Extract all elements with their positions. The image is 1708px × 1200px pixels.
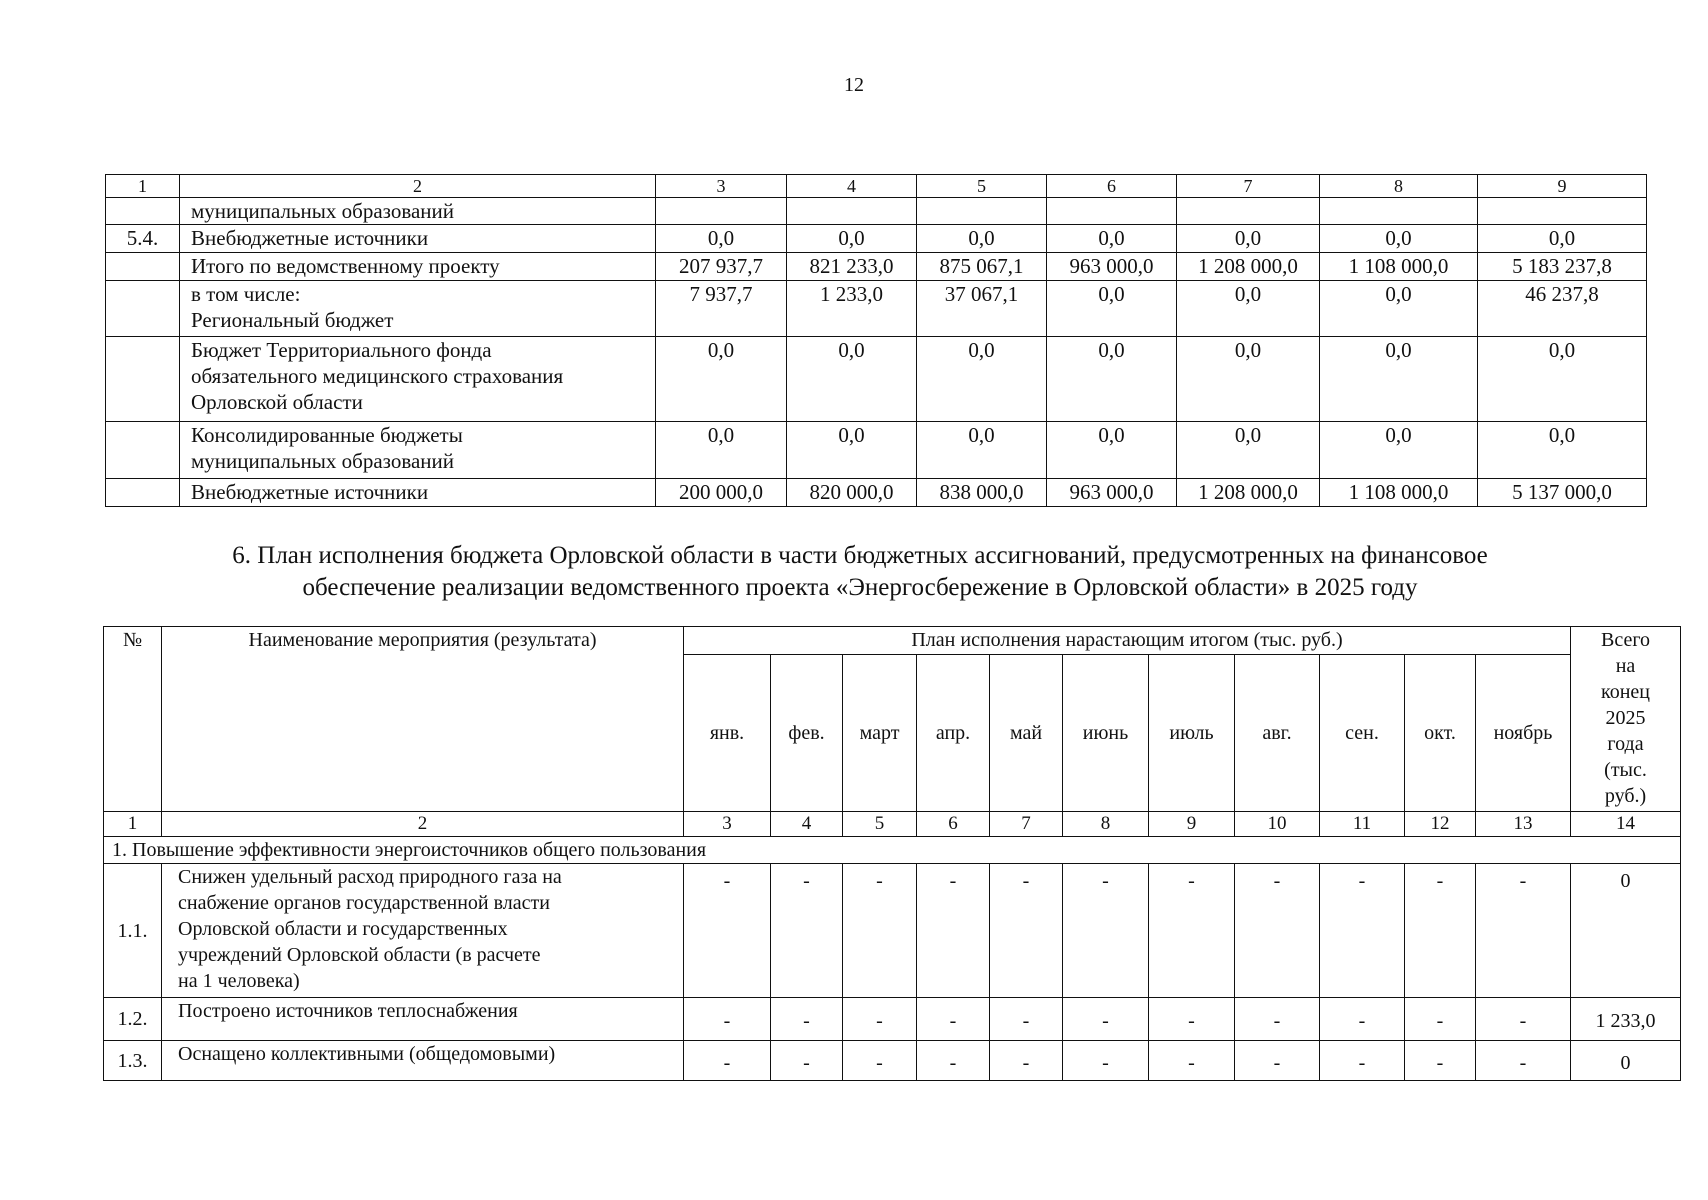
cell-value xyxy=(656,198,787,225)
column-number: 3 xyxy=(656,175,787,198)
cell-value: 1 208 000,0 xyxy=(1177,479,1320,507)
table-row xyxy=(106,225,1647,253)
row-name: Консолидированные бюджеты муниципальных образований xyxy=(180,422,656,479)
column-number: 6 xyxy=(917,812,990,837)
column-number: 6 xyxy=(1047,175,1177,198)
cell-value: 1 108 000,0 xyxy=(1320,253,1478,281)
cell-value: - xyxy=(1405,864,1476,998)
column-number: 2 xyxy=(162,812,684,837)
cell-value: - xyxy=(1235,1041,1320,1081)
cell-value: 0,0 xyxy=(787,422,917,479)
table-row xyxy=(104,864,1681,998)
cell-value: 5 137 000,0 xyxy=(1478,479,1647,507)
month-header: авг. xyxy=(1235,655,1320,812)
table-header-row xyxy=(106,175,1647,198)
cell-value: 838 000,0 xyxy=(917,479,1047,507)
cell-value: 207 937,7 xyxy=(656,253,787,281)
cell-value: - xyxy=(684,998,771,1041)
column-number: 8 xyxy=(1063,812,1149,837)
column-number: 9 xyxy=(1478,175,1647,198)
cell-value: - xyxy=(1063,864,1149,998)
section-title: 1. Повышение эффективности энергоисточников общего пользования xyxy=(104,837,1681,864)
total-value: 0 xyxy=(1571,864,1681,998)
cell-value: - xyxy=(771,864,843,998)
cell-value: - xyxy=(1405,1041,1476,1081)
cell-value: 0,0 xyxy=(1047,225,1177,253)
column-number: 7 xyxy=(1177,175,1320,198)
cell-value: 1 208 000,0 xyxy=(1177,253,1320,281)
section-heading-line-2: обеспечение реализации ведомственного проекта «Энергосбережение в Орловской области» в 2025 году xyxy=(302,574,1418,601)
section-heading xyxy=(90,540,1630,604)
cell-value: 5 183 237,8 xyxy=(1478,253,1647,281)
cell-value: - xyxy=(1149,864,1235,998)
cell-value: - xyxy=(771,998,843,1041)
cell-value: - xyxy=(684,1041,771,1081)
table-row xyxy=(106,337,1647,422)
cell-value xyxy=(917,198,1047,225)
section-heading-line-1: 6. План исполнения бюджета Орловской области в части бюджетных ассигнований, предусмотренных на финансовое xyxy=(232,542,1488,569)
cell-value: 0,0 xyxy=(917,225,1047,253)
cell-value: - xyxy=(1320,1041,1405,1081)
row-number: 1.1. xyxy=(104,864,162,998)
cell-value: - xyxy=(990,1041,1063,1081)
cell-value: 0,0 xyxy=(1047,422,1177,479)
cell-value: 0,0 xyxy=(917,422,1047,479)
column-number: 8 xyxy=(1320,175,1478,198)
cell-value: - xyxy=(843,864,917,998)
column-number: 1 xyxy=(106,175,180,198)
cell-value: - xyxy=(843,1041,917,1081)
table-header-row xyxy=(104,627,1681,655)
cell-value: 0,0 xyxy=(1478,422,1647,479)
month-header: янв. xyxy=(684,655,771,812)
column-number: 2 xyxy=(180,175,656,198)
name-column-header: Наименование мероприятия (результата) xyxy=(162,627,684,812)
row-number xyxy=(106,198,180,225)
row-number xyxy=(106,479,180,507)
total-value: 1 233,0 xyxy=(1571,998,1681,1041)
column-number: 13 xyxy=(1476,812,1571,837)
cell-value: 963 000,0 xyxy=(1047,479,1177,507)
cell-value: - xyxy=(684,864,771,998)
cell-value: 0,0 xyxy=(1478,337,1647,422)
row-name: Снижен удельный расход природного газа на снабжение органов государственной власти Орловской области и государственных учреждений Орловской области (в расчете на 1 человека) xyxy=(162,864,684,998)
column-number: 10 xyxy=(1235,812,1320,837)
row-name: Оснащено коллективными (общедомовыми) xyxy=(162,1041,684,1081)
cell-value: - xyxy=(1476,998,1571,1041)
month-header: ноябрь xyxy=(1476,655,1571,812)
column-number: 4 xyxy=(787,175,917,198)
page-number: 12 xyxy=(844,74,864,96)
row-number xyxy=(106,422,180,479)
cell-value xyxy=(1478,198,1647,225)
cell-value: 0,0 xyxy=(1047,281,1177,337)
cell-value: 200 000,0 xyxy=(656,479,787,507)
cell-value: 1 233,0 xyxy=(787,281,917,337)
cell-value: 0,0 xyxy=(1177,337,1320,422)
column-number: 12 xyxy=(1405,812,1476,837)
column-number: 3 xyxy=(684,812,771,837)
month-header: фев. xyxy=(771,655,843,812)
table-row xyxy=(106,422,1647,479)
cell-value: 963 000,0 xyxy=(1047,253,1177,281)
budget-plan-table xyxy=(103,626,1681,1081)
row-name: муниципальных образований xyxy=(180,198,656,225)
cell-value: 0,0 xyxy=(656,225,787,253)
cell-value: - xyxy=(1063,1041,1149,1081)
cell-value: 0,0 xyxy=(1320,225,1478,253)
cell-value: - xyxy=(917,864,990,998)
cell-value: - xyxy=(1235,864,1320,998)
column-number: 5 xyxy=(843,812,917,837)
cell-value: - xyxy=(843,998,917,1041)
cell-value: - xyxy=(1149,998,1235,1041)
month-header: март xyxy=(843,655,917,812)
row-name: Бюджет Территориального фонда обязательного медицинского страхования Орловской области xyxy=(180,337,656,422)
number-column-header: № xyxy=(104,627,162,812)
cell-value: 0,0 xyxy=(787,225,917,253)
table-row xyxy=(104,1041,1681,1081)
cell-value xyxy=(1320,198,1478,225)
cell-value: 0,0 xyxy=(1320,337,1478,422)
cell-value: 875 067,1 xyxy=(917,253,1047,281)
cell-value: 0,0 xyxy=(1177,422,1320,479)
column-number: 4 xyxy=(771,812,843,837)
cell-value: - xyxy=(1476,1041,1571,1081)
month-header: апр. xyxy=(917,655,990,812)
cell-value: 821 233,0 xyxy=(787,253,917,281)
month-header: май xyxy=(990,655,1063,812)
table-row xyxy=(106,281,1647,337)
cell-value: - xyxy=(990,864,1063,998)
cell-value: 0,0 xyxy=(1320,422,1478,479)
cell-value: 0,0 xyxy=(1177,225,1320,253)
table-row xyxy=(106,479,1647,507)
row-number xyxy=(106,281,180,337)
column-number: 7 xyxy=(990,812,1063,837)
cell-value: 0,0 xyxy=(656,337,787,422)
cell-value: 0,0 xyxy=(1177,281,1320,337)
cell-value: - xyxy=(917,998,990,1041)
section-row xyxy=(104,837,1681,864)
row-name: Внебюджетные источники xyxy=(180,479,656,507)
row-number xyxy=(106,253,180,281)
month-header: окт. xyxy=(1405,655,1476,812)
month-header: июль xyxy=(1149,655,1235,812)
column-number: 5 xyxy=(917,175,1047,198)
cell-value: - xyxy=(1235,998,1320,1041)
cell-value: 7 937,7 xyxy=(656,281,787,337)
cell-value: 1 108 000,0 xyxy=(1320,479,1478,507)
cell-value: - xyxy=(990,998,1063,1041)
column-number: 11 xyxy=(1320,812,1405,837)
cell-value: - xyxy=(1405,998,1476,1041)
column-number: 9 xyxy=(1149,812,1235,837)
row-number xyxy=(106,337,180,422)
cell-value: 0,0 xyxy=(917,337,1047,422)
row-number: 1.3. xyxy=(104,1041,162,1081)
cell-value: - xyxy=(1476,864,1571,998)
cell-value: - xyxy=(1063,998,1149,1041)
month-header: сен. xyxy=(1320,655,1405,812)
cell-value: 0,0 xyxy=(787,337,917,422)
cell-value: - xyxy=(1320,998,1405,1041)
cell-value: 37 067,1 xyxy=(917,281,1047,337)
cell-value: - xyxy=(1320,864,1405,998)
row-number: 1.2. xyxy=(104,998,162,1041)
cell-value: 820 000,0 xyxy=(787,479,917,507)
row-name: в том числе: Региональный бюджет xyxy=(180,281,656,337)
cell-value: 0,0 xyxy=(1047,337,1177,422)
table-row xyxy=(106,253,1647,281)
row-name: Внебюджетные источники xyxy=(180,225,656,253)
plan-column-header: План исполнения нарастающим итогом (тыс. руб.) xyxy=(684,627,1571,655)
column-number: 14 xyxy=(1571,812,1681,837)
cell-value xyxy=(787,198,917,225)
row-name: Построено источников теплоснабжения xyxy=(162,998,684,1041)
cell-value: 0,0 xyxy=(1320,281,1478,337)
total-column-header: Всего на конец 2025 года (тыс. руб.) xyxy=(1571,627,1681,812)
row-name: Итого по ведомственному проекту xyxy=(180,253,656,281)
column-number: 1 xyxy=(104,812,162,837)
table-row xyxy=(104,998,1681,1041)
cell-value xyxy=(1047,198,1177,225)
column-numbers-row xyxy=(104,812,1681,837)
cell-value: - xyxy=(1149,1041,1235,1081)
budget-summary-table xyxy=(105,174,1647,507)
table-row xyxy=(106,198,1647,225)
row-number: 5.4. xyxy=(106,225,180,253)
cell-value: - xyxy=(771,1041,843,1081)
total-value: 0 xyxy=(1571,1041,1681,1081)
cell-value: - xyxy=(917,1041,990,1081)
cell-value: 0,0 xyxy=(656,422,787,479)
month-header: июнь xyxy=(1063,655,1149,812)
cell-value xyxy=(1177,198,1320,225)
cell-value: 0,0 xyxy=(1478,225,1647,253)
cell-value: 46 237,8 xyxy=(1478,281,1647,337)
